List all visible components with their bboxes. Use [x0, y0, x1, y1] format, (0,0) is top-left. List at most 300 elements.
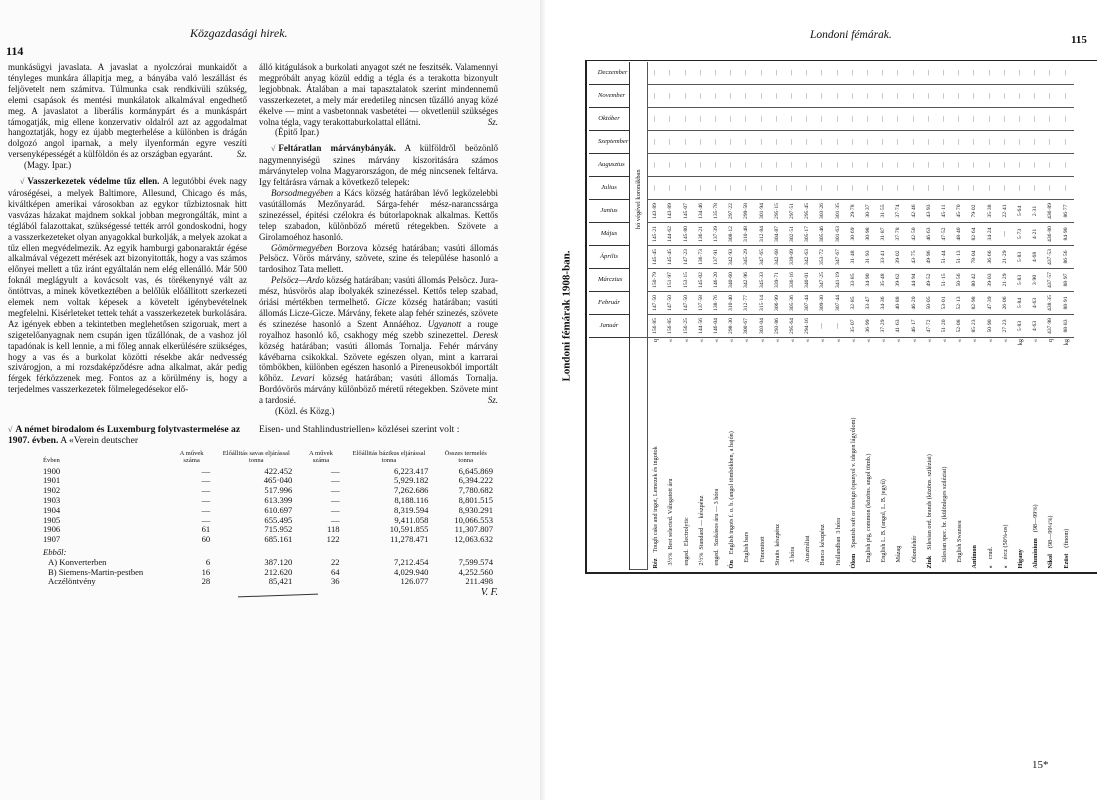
- month-header-cell: [589, 315, 630, 338]
- empty-cell: —: [998, 85, 1013, 108]
- empty-cell: —: [1043, 154, 1058, 177]
- empty-cell: —: [831, 108, 846, 131]
- empty-cell: —: [694, 154, 709, 177]
- price-cell: 147·23: [679, 246, 694, 269]
- table-row: [831, 62, 846, 570]
- empty-cell: —: [1013, 131, 1028, 154]
- empty-cell: —: [709, 154, 724, 177]
- acid-cell: 610.697: [264, 504, 293, 515]
- item-name: English L. B. (angol, L. B. jegyű): [880, 479, 888, 563]
- table-row: [709, 62, 724, 570]
- price-cell: 46·63: [922, 223, 937, 246]
- year-cell: 1902: [43, 485, 61, 496]
- acid-cell: 212.620: [264, 566, 293, 577]
- empty-cell: —: [648, 177, 664, 200]
- empty-cell: —: [1043, 131, 1058, 154]
- empty-cell: —: [967, 108, 982, 131]
- empty-cell: —: [770, 177, 785, 200]
- empty-cell: —: [937, 177, 952, 200]
- works_acid-cell: 28: [201, 576, 211, 587]
- empty-cell: —: [952, 131, 967, 154]
- price-cell: 151·97: [663, 269, 678, 292]
- price-cell: 4·63: [1028, 292, 1043, 315]
- empty-cell: —: [739, 131, 754, 154]
- table-row: [891, 62, 906, 570]
- running-head-left: Közgazdasági hirek.: [190, 26, 288, 40]
- empty-cell: —: [755, 62, 770, 85]
- works_basic-cell: 36: [330, 576, 340, 587]
- table-row: [815, 62, 830, 570]
- table-row: [876, 62, 891, 570]
- marble-site: Borsodmegyében a Kács község határában lévő legközelebbi vasútállomás Mezőnyarád. Sárga-fehér mész-narancssárga szinezéssel, épitési czélokra és bútorlapoknak alkalmas. Kettős telep szabadon, különböző méretű rétegekben. Szövete a Girolamoéhoz hasonló.: [259, 187, 499, 242]
- month-header: Augusztus: [598, 161, 625, 168]
- price-cell: 31·93: [861, 246, 876, 269]
- production-heading: [8, 424, 498, 447]
- column-1: [8, 62, 247, 395]
- metal-name: Ón: [728, 560, 736, 569]
- month-header: Április: [600, 253, 618, 260]
- empty-cell: —: [1059, 85, 1074, 108]
- empty-cell: —: [755, 177, 770, 200]
- empty-cell: —: [755, 85, 770, 108]
- table-row: [755, 62, 770, 570]
- empty-cell: —: [907, 154, 922, 177]
- price-cell: 308·12: [724, 223, 739, 246]
- check-mark-icon: √: [8, 425, 13, 434]
- item-name: (98—99¼%): [1047, 515, 1055, 549]
- empty-cell: —: [663, 131, 678, 154]
- price-cell: —: [831, 315, 846, 338]
- price-cell: 82·98: [967, 292, 982, 315]
- unit-caption: hó végével koronákban: [630, 62, 648, 338]
- unit: q: [1047, 339, 1055, 343]
- text-columns: [8, 62, 498, 417]
- empty-cell: —: [679, 85, 694, 108]
- price-cell: 144·62: [663, 223, 678, 246]
- price-cell: 49·96: [922, 246, 937, 269]
- metal-sub: 3½%: [667, 552, 675, 566]
- row-label: B) Siemens-Martin-pestben: [48, 566, 144, 577]
- check-mark-icon: √: [271, 144, 276, 154]
- price-cell: 147·50: [679, 292, 694, 315]
- price-cell: 37·29: [876, 315, 891, 338]
- empty-cell: —: [907, 177, 922, 200]
- empty-cell: —: [800, 177, 815, 200]
- metal-name: «: [986, 565, 994, 569]
- empty-cell: —: [922, 85, 937, 108]
- unit: q: [652, 339, 660, 343]
- empty-cell: —: [891, 131, 906, 154]
- empty-cell: —: [998, 131, 1013, 154]
- price-cell: 4·68: [1028, 246, 1043, 269]
- empty-cell: —: [831, 131, 846, 154]
- price-cell: 51·15: [937, 269, 952, 292]
- table-row: [679, 62, 694, 570]
- basic-cell: 5,929.182: [394, 475, 429, 486]
- empty-cell: —: [876, 154, 891, 177]
- works_acid-cell: 60: [201, 534, 211, 545]
- divider: [585, 572, 1097, 574]
- price-cell: 156·85: [648, 315, 664, 338]
- empty-cell: —: [876, 85, 891, 108]
- empty-cell: —: [861, 177, 876, 200]
- price-cell: 339·71: [770, 269, 785, 292]
- paragraph-continuation: álló kitágulások a burkolati anyagot szét ne feszitsék. Valamennyi megpróbált anyag közül eddig a tégla és a terakotta bizonyult legjobbnak. Átalában a mai tapasztalatok szerint mindennemű vasszerkezetet, a mely már eredetileg nincsen tűzálló anyag közé ékelve — mint a vasbetonnak vasbetétei — okvetlenül szükséges volna tégla, vagy terakottaburkolattal ellátni. Sz.: [259, 62, 498, 127]
- rotated-table-wrapper: [589, 62, 1097, 570]
- marble-site: Pelsöcz—Ardo község határában; vasúti állomás Pelsöcz. Jura-mész, húsvörös alap ibolyakék szinezéssel. Kettős telep szabad, óriási mértékben termelhető. Gicze község határában; vasúti állomás Licze-Gicze. Márvány, fekete alap fehér szinezés, szövete és szinezése hasonló a Szent Annáéhoz. Ugyanott a rouge royalhoz hasonló kő, csakhogy még szebb szinezettel. Deresk község határában; vasúti állomás Tornalja. Fehér márvány kávébarna csikokkal. Szövete egészen olyan, mint a karrarai tömbökben, különben egészen hasonló a Pireneusokból importált kőhöz. Levari község határában; vasúti állomás Tornalja. Bordóvörös márvány különböző méretű rétegekben. Szövete mint a tardosié. Sz.: [259, 275, 499, 406]
- price-cell: 22·41: [998, 200, 1013, 223]
- price-cell: 136·73: [694, 246, 709, 269]
- empty-cell: —: [876, 62, 891, 85]
- production-title: √ A német birodalom és Luxemburg folytvastermelése az 1907. évben. A «Verein deutscher: [8, 424, 241, 447]
- item-name: készpénz: [773, 523, 781, 547]
- unit: «: [819, 339, 827, 343]
- price-cell: 347·25: [815, 269, 830, 292]
- works_basic-cell: —: [330, 465, 340, 476]
- price-cell: 30·37: [861, 200, 876, 223]
- empty-cell: —: [846, 108, 861, 131]
- empty-cell: —: [1059, 62, 1074, 85]
- empty-cell: —: [1028, 177, 1043, 200]
- empty-cell: —: [922, 131, 937, 154]
- works_basic-cell: —: [330, 504, 340, 515]
- price-cell: 295·15: [770, 200, 785, 223]
- production-table: [38, 450, 498, 587]
- item-name: (finom): [1062, 528, 1070, 548]
- price-cell: 37·74: [891, 200, 906, 223]
- price-cell: 88·97: [1059, 269, 1074, 292]
- year-cell: 1904: [43, 504, 61, 515]
- table-row: [907, 62, 922, 570]
- table-title: Londoni fémárak 1908-ban.: [560, 250, 573, 382]
- item-name: készpénz: [819, 524, 827, 548]
- empty-cell: —: [937, 62, 952, 85]
- empty-cell: —: [648, 85, 664, 108]
- empty-cell: —: [785, 85, 800, 108]
- works_acid-cell: —: [201, 495, 211, 506]
- price-cell: 137·91: [709, 246, 724, 269]
- price-cell: 312·77: [739, 292, 754, 315]
- price-cell: 134·46: [694, 200, 709, 223]
- empty-cell: —: [694, 108, 709, 131]
- price-cell: 50·90: [983, 315, 998, 338]
- price-cell: 50·56: [952, 269, 967, 292]
- price-cell: 32·85: [846, 292, 861, 315]
- empty-cell: —: [679, 177, 694, 200]
- price-cell: 84·90: [1059, 223, 1074, 246]
- row-label: Aczélöntvény: [48, 576, 96, 587]
- item-name: English bars: [743, 531, 751, 563]
- price-cell: 345·33: [755, 269, 770, 292]
- price-cell: 34·90: [861, 269, 876, 292]
- total-cell: 8,801.515: [458, 495, 493, 506]
- empty-cell: —: [983, 177, 998, 200]
- price-cell: 305·46: [815, 223, 830, 246]
- production-title-continued: Eisen- und Stahlindustriellen» közlései szerint volt :: [259, 424, 460, 435]
- price-cell: 37·78: [891, 223, 906, 246]
- unit: «: [895, 339, 903, 343]
- running-head-right: Londoni fémárak.: [810, 29, 892, 41]
- item-name: Ausztráliai: [804, 535, 812, 563]
- price-cell: 35·48: [876, 269, 891, 292]
- empty-cell: —: [831, 177, 846, 200]
- empty-cell: —: [891, 177, 906, 200]
- left-page-body: [8, 62, 498, 603]
- empty-cell: —: [952, 108, 967, 131]
- price-cell: 137·39: [709, 223, 724, 246]
- price-cell: 35·38: [983, 200, 998, 223]
- unit: kg: [1017, 339, 1025, 346]
- price-cell: 31·48: [846, 246, 861, 269]
- item-name: ércz (50%-os): [1001, 524, 1009, 560]
- table-row: [1043, 62, 1058, 570]
- price-cell: 340·01: [800, 269, 815, 292]
- price-cell: 307·44: [800, 292, 815, 315]
- empty-cell: —: [983, 154, 998, 177]
- divider: [585, 60, 1097, 61]
- total-cell: 6,645.869: [458, 465, 493, 476]
- item-name: Silesian ord. brands (közöns. sziléziai): [925, 454, 933, 550]
- acid-cell: 655.495: [264, 514, 293, 525]
- empty-cell: —: [724, 85, 739, 108]
- empty-cell: —: [815, 154, 830, 177]
- price-cell: 135·78: [709, 200, 724, 223]
- month-header-cell: [589, 292, 630, 315]
- empty-cell: —: [785, 177, 800, 200]
- unit: «: [1032, 339, 1040, 343]
- table-header-row: [589, 62, 630, 570]
- metal-sub: 2½%: [697, 552, 705, 566]
- unit: «: [849, 339, 857, 343]
- price-cell: 301·94: [755, 200, 770, 223]
- empty-cell: —: [815, 177, 830, 200]
- item-name: Finomitott: [758, 536, 766, 563]
- price-cell: 42·46: [907, 200, 922, 223]
- price-cell: 297·51: [785, 200, 800, 223]
- year-cell: 1903: [43, 495, 61, 506]
- empty-cell: —: [800, 108, 815, 131]
- price-cell: 39·03: [983, 269, 998, 292]
- empty-cell: —: [1013, 154, 1028, 177]
- left-page: [0, 0, 545, 800]
- unit: «: [865, 339, 873, 343]
- unit: «: [941, 339, 949, 343]
- price-cell: 34·36: [876, 292, 891, 315]
- total-cell: 6,394.222: [458, 475, 493, 486]
- price-cell: 88·91: [1059, 292, 1074, 315]
- works_basic-cell: —: [330, 495, 340, 506]
- empty-cell: —: [739, 62, 754, 85]
- price-cell: 86·56: [1059, 246, 1074, 269]
- price-cell: 138·76: [709, 292, 724, 315]
- price-cell: 145·07: [679, 200, 694, 223]
- price-cell: 143·89: [648, 200, 664, 223]
- works_basic-cell: —: [330, 475, 340, 486]
- price-cell: 44·94: [907, 269, 922, 292]
- empty-cell: —: [800, 62, 815, 85]
- page-number-left: 114: [6, 44, 24, 58]
- works_basic-cell: 22: [330, 556, 340, 567]
- empty-cell: —: [694, 131, 709, 154]
- price-cell: 34·24: [983, 223, 998, 246]
- unit: «: [758, 339, 766, 343]
- empty-cell: —: [846, 177, 861, 200]
- price-cell: 145·02: [694, 269, 709, 292]
- price-cell: 45·70: [952, 200, 967, 223]
- price-cell: 47·52: [937, 223, 952, 246]
- empty-cell: —: [815, 108, 830, 131]
- price-cell: 302·51: [785, 223, 800, 246]
- price-cell: 341·19: [831, 269, 846, 292]
- price-cell: 5·83: [1013, 246, 1028, 269]
- price-cell: 5·83: [1013, 269, 1028, 292]
- price-cell: 46·20: [907, 292, 922, 315]
- empty-cell: —: [785, 131, 800, 154]
- item-name: (98—99%): [1032, 504, 1040, 533]
- empty-cell: —: [998, 62, 1013, 85]
- price-cell: 146·20: [709, 269, 724, 292]
- empty-cell: —: [861, 85, 876, 108]
- empty-cell: —: [952, 154, 967, 177]
- item-name: Mázag: [895, 545, 903, 563]
- works_basic-cell: 64: [330, 566, 340, 577]
- year-cell: 1906: [43, 524, 61, 535]
- unit: «: [925, 339, 933, 343]
- month-header: November: [598, 92, 626, 99]
- metal-name: Nikol: [1047, 554, 1055, 569]
- works_acid-cell: —: [201, 504, 211, 515]
- empty-cell: —: [952, 85, 967, 108]
- price-cell: 297·22: [724, 200, 739, 223]
- price-cell: 310·48: [739, 223, 754, 246]
- acid-cell: 685.161: [264, 534, 293, 545]
- empty-cell: —: [755, 154, 770, 177]
- price-cell: 303·04: [755, 315, 770, 338]
- price-cell: 50·05: [922, 292, 937, 315]
- empty-cell: —: [770, 62, 785, 85]
- price-cell: 46·17: [907, 315, 922, 338]
- empty-cell: —: [815, 62, 830, 85]
- price-cell: 137·58: [694, 292, 709, 315]
- empty-cell: —: [679, 131, 694, 154]
- item-name: Best selected. Válogatott áru: [667, 478, 675, 550]
- table-header-row: Évben A művek száma Előállitás savas eljárással tonna A művek száma Előállitás bázikus eljárással tonna Összes termelés tonna: [43, 449, 487, 465]
- total-cell: 7,780.682: [458, 485, 493, 496]
- price-cell: 30·98: [861, 223, 876, 246]
- empty-cell: —: [846, 154, 861, 177]
- price-cell: 304·87: [770, 223, 785, 246]
- acid-cell: 715.952: [264, 524, 293, 535]
- price-cell: 298·30: [724, 315, 739, 338]
- check-mark-icon: √: [20, 177, 25, 187]
- empty-cell: —: [679, 62, 694, 85]
- price-cell: 27·23: [998, 315, 1013, 338]
- empty-cell: —: [891, 154, 906, 177]
- empty-cell: —: [663, 62, 678, 85]
- price-cell: 436·89: [1043, 200, 1058, 223]
- table-row: [38, 577, 498, 587]
- empty-cell: —: [815, 131, 830, 154]
- month-header-cell: [589, 85, 630, 108]
- table-row: [846, 62, 861, 570]
- empty-cell: —: [709, 85, 724, 108]
- price-cell: 5·73: [1013, 223, 1028, 246]
- item-name: 3 hóra: [834, 517, 842, 534]
- table-row: [770, 62, 785, 570]
- price-cell: 144·56: [694, 315, 709, 338]
- price-cell: 310·40: [724, 292, 739, 315]
- table-row: [739, 62, 754, 570]
- empty-cell: —: [1028, 85, 1043, 108]
- price-cell: 33·85: [846, 269, 861, 292]
- table-row: [1059, 62, 1074, 570]
- acid-cell: 465·040: [263, 475, 293, 486]
- empty-cell: —: [1028, 131, 1043, 154]
- empty-cell: —: [846, 85, 861, 108]
- price-cell: 52·08: [952, 315, 967, 338]
- price-cell: 342·63: [800, 246, 815, 269]
- month-header: Október: [598, 115, 620, 122]
- price-cell: 82·64: [967, 223, 982, 246]
- price-cell: 156·85: [663, 315, 678, 338]
- empty-cell: —: [663, 108, 678, 131]
- price-cell: 4·63: [1028, 315, 1043, 338]
- price-cell: 21·29: [998, 269, 1013, 292]
- price-cell: 41·63: [891, 315, 906, 338]
- price-cell: 145·21: [648, 223, 664, 246]
- total-cell: 11,307.807: [454, 524, 493, 535]
- empty-cell: —: [998, 154, 1013, 177]
- unit: «: [682, 339, 690, 343]
- year-cell: 1907: [43, 534, 61, 545]
- empty-cell: —: [998, 108, 1013, 131]
- empty-cell: —: [907, 85, 922, 108]
- price-cell: 145·80: [679, 223, 694, 246]
- price-cell: 156·25: [679, 315, 694, 338]
- basic-cell: 9,411.058: [394, 514, 429, 525]
- total-cell: 7,599.574: [458, 556, 493, 567]
- item-name: 3 hóra: [789, 546, 797, 563]
- empty-cell: —: [815, 85, 830, 108]
- empty-cell: —: [1028, 108, 1043, 131]
- table-row: [648, 62, 664, 570]
- empty-cell: —: [907, 62, 922, 85]
- table-row: [861, 62, 876, 570]
- empty-cell: —: [1043, 62, 1058, 85]
- table-row: [800, 62, 815, 570]
- month-header: Február: [598, 299, 620, 306]
- unit: «: [971, 339, 979, 343]
- unit: «: [834, 339, 842, 343]
- works_acid-cell: 16: [201, 566, 211, 577]
- total-cell: 4,252.560: [458, 566, 493, 577]
- works_basic-cell: —: [330, 514, 340, 525]
- metal-sub: enged.: [713, 549, 720, 566]
- empty-cell: —: [967, 131, 982, 154]
- metal-name: Aluminium: [1032, 538, 1040, 569]
- empty-cell: —: [922, 177, 937, 200]
- empty-cell: —: [770, 131, 785, 154]
- empty-cell: —: [1059, 177, 1074, 200]
- empty-cell: —: [663, 154, 678, 177]
- price-cell: 342·96: [739, 269, 754, 292]
- of-which-label: Ebből:: [43, 547, 67, 557]
- marble-site: Gömörmegyében Borzova község határában; vasúti állomás Pelsöcz. Vörös márvány, szövete, szine és települése hasonló a tardosihoz Tata mellett.: [259, 242, 499, 275]
- basic-cell: 8,188.116: [394, 495, 429, 506]
- metal-sub: Straits: [773, 549, 781, 566]
- metal-name: Réz: [652, 558, 660, 569]
- price-cell: 78·04: [967, 246, 982, 269]
